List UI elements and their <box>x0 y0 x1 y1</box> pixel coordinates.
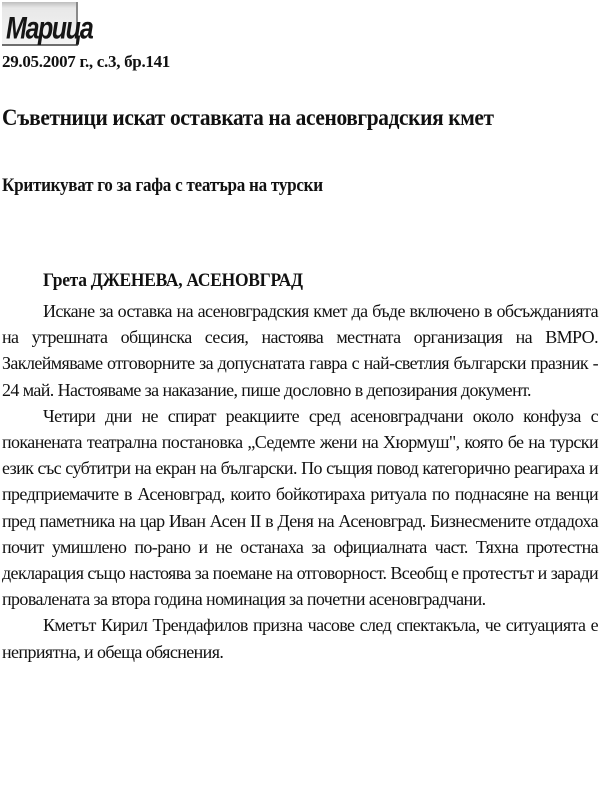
article-paragraph: Искане за оставка на асеновградския кмет да бъде включено в обсъжданията на утрешната общинска сесия, настоява местната организация на ВМРО. Заклеймяваме отговорните за допуснатата гавра с най-светлия български празник - 24 май. Настояваме за наказание, пише дословно в депозирания документ. <box>2 301 598 400</box>
article-paragraph: Четири дни не спират реакциите сред асеновградчани около конфуза с поканената театрална постановка „Седемте жени на Хюрмуш", която бе на турски език със субтитри на екран на български. По същия повод категорично реагираха и предприемачите в Асеновград, които бойкотираха ритуала по поднасяне на венци пред паметника на цар Иван Асен II в Деня на Асеновград. Бизнесмените отдадоха почит умишлено по-рано и не останаха за официалната част. Тяхна протестна декларация също настоява за поемане на отговорност. Всеобщ е протестът и заради провалената за втора година номинация за почетни асеновградчани. <box>2 405 598 610</box>
article-subheadline: Критикуват го за гафа с театъра на турски <box>2 175 323 196</box>
article-headline: Съветници искат оставката на асеновградския кмет <box>2 105 494 130</box>
article-byline: Грета ДЖЕНЕВА, АСЕНОВГРАД <box>43 270 303 291</box>
article-paragraph: Кметът Кирил Трендафилов призна часове след спектакъла, че ситуацията е неприятна, и обеща обяснения. <box>2 615 598 662</box>
logo-text: Марица <box>6 11 93 46</box>
publication-info: 29.05.2007 г., с.3, бр.141 <box>2 52 171 71</box>
article-body <box>2 298 598 665</box>
newspaper-logo <box>2 2 93 46</box>
